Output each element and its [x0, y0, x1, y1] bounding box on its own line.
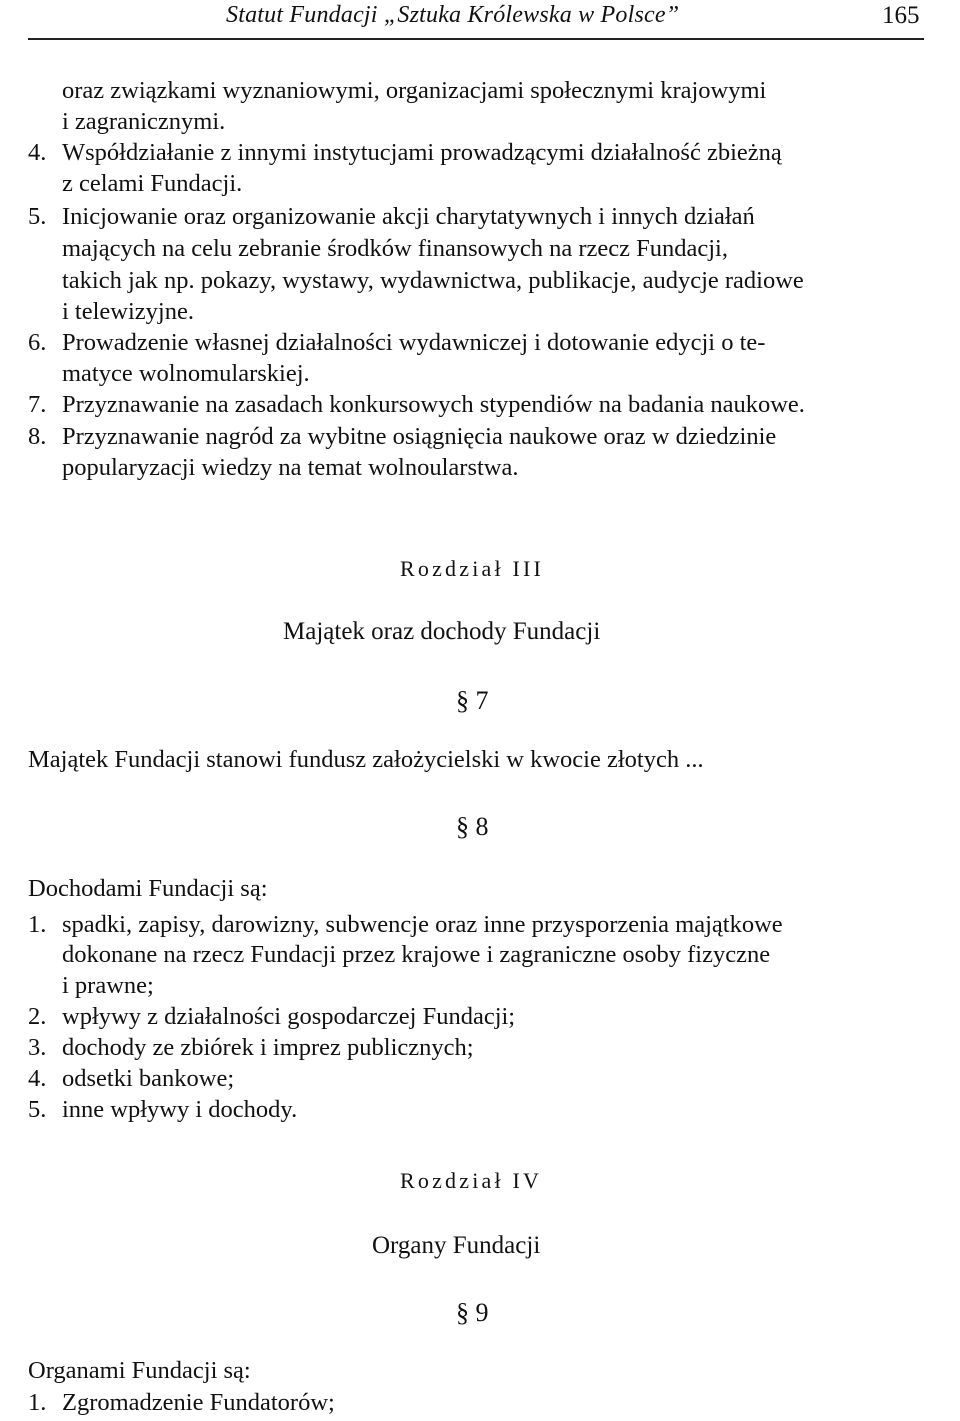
text-line: Inicjowanie oraz organizowanie akcji charytatywnych i innych działań [62, 203, 755, 230]
text-line: Przyznawanie na zasadach konkursowych stypendiów na badania naukowe. [62, 391, 805, 418]
list-item-line: dokonane na rzecz Fundacji przez krajowe i zagraniczne osoby fizyczne [62, 941, 771, 968]
paragraph-text: Majątek Fundacji stanowi fundusz założycielski w kwocie złotych ... [28, 746, 704, 773]
text-line: i telewizyjne. [62, 298, 194, 325]
text-line: oraz związkami wyznaniowymi, organizacjami społecznymi krajowymi [62, 77, 767, 104]
chapter-title: Majątek oraz dochody Fundacji [283, 618, 601, 645]
list-number: 8. [28, 423, 47, 450]
chapter-label: Rozdział IV [400, 1168, 543, 1193]
header-rule [28, 38, 924, 40]
list-number: 2. [28, 1003, 47, 1030]
list-number: 5. [28, 1096, 47, 1123]
list-number: 1. [28, 911, 47, 938]
list-item-line: i prawne; [62, 972, 154, 999]
text-line: matyce wolnomularskiej. [62, 360, 310, 387]
running-title: Statut Fundacji „Sztuka Królewska w Polsce” [226, 2, 680, 28]
text-line: popularyzacji wiedzy na temat wolnoularstwa. [62, 454, 519, 481]
list-item-line: spadki, zapisy, darowizny, subwencje oraz inne przysporzenia majątkowe [62, 911, 783, 938]
paragraph-intro: Dochodami Fundacji są: [28, 875, 268, 902]
text-line: mających na celu zebranie środków finansowych na rzecz Fundacji, [62, 235, 728, 262]
list-number: 4. [28, 139, 47, 166]
list-number: 7. [28, 391, 47, 418]
chapter-label: Rozdział III [400, 556, 545, 581]
paragraph-sign: § 7 [456, 686, 489, 715]
paragraph-sign: § 8 [456, 812, 489, 841]
list-number: 1. [28, 1389, 47, 1416]
list-number: 4. [28, 1065, 47, 1092]
paragraph-sign: § 9 [456, 1298, 489, 1327]
text-line: takich jak np. pokazy, wystawy, wydawnictwa, publikacje, audycje radiowe [62, 267, 804, 294]
list-number: 6. [28, 329, 47, 356]
list-item-line: inne wpływy i dochody. [62, 1096, 298, 1123]
list-item-line: wpływy z działalności gospodarczej Fundacji; [62, 1003, 516, 1030]
text-line: i zagranicznymi. [62, 108, 226, 135]
paragraph-intro: Organami Fundacji są: [28, 1357, 251, 1384]
list-item-line: dochody ze zbiórek i imprez publicznych; [62, 1034, 474, 1061]
list-item-line: odsetki bankowe; [62, 1065, 235, 1092]
list-number: 3. [28, 1034, 47, 1061]
text-line: Współdziałanie z innymi instytucjami prowadzącymi działalność zbieżną [62, 139, 782, 166]
chapter-title: Organy Fundacji [372, 1232, 541, 1259]
page-number: 165 [882, 2, 920, 29]
text-line: Prowadzenie własnej działalności wydawniczej i dotowanie edycji o te- [62, 329, 766, 356]
text-line: Przyznawanie nagród za wybitne osiągnięcia naukowe oraz w dziedzinie [62, 423, 777, 450]
list-number: 5. [28, 203, 47, 230]
list-item-line: Zgromadzenie Fundatorów; [62, 1389, 335, 1416]
text-line: z celami Fundacji. [62, 170, 243, 197]
